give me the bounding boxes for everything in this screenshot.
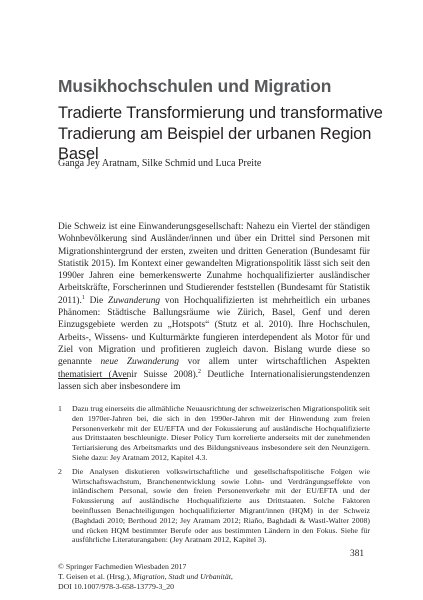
body-paragraph bbox=[58, 221, 370, 393]
footnote-text: Dazu trug einerseits die allmähliche Neuausrichtung der schweizerischen Migrationspolitik seit den 1970er-Jahren bei, die sich in den 1990er-Jahren mit der Hinwendung zum freien Personenverkehr mit der EU/EFTA und der Fokussierung auf ausländische Hochqualifizierte aus Drittstaaten beschleunigte. Dieser Policy Turn korrelierte anderseits mit der zunehmenden Tertiarisierung des Arbeitsmarkts und des Bildungsniveaus insbesondere seit den Neunzigern. Siehe dazu: Jey Aratnam 2012, Kapitel 4.3. bbox=[72, 404, 370, 462]
body-text-run: Die bbox=[84, 295, 108, 306]
authors: Ganga Jey Aratnam, Silke Schmid und Luca Preite bbox=[58, 158, 262, 169]
citation-line bbox=[58, 572, 233, 582]
chapter-title: Tradierte Transformierung und transformative Tradierung am Beispiel der urbanen Region Basel bbox=[58, 104, 383, 163]
body-text-run: vor allem unter wirtschaftlichen Aspekten thematisiert (Avenir Suisse 2008). bbox=[58, 357, 370, 380]
footnote-number: 1 bbox=[58, 404, 62, 413]
body-text-run: Deutliche Internationalisierungstendenzen lassen sich aber insbesondere im bbox=[58, 369, 370, 392]
body-text-run: von Hochqualifizierten ist mehrheitlich ein urbanes Phänomen: Städtische Ballungsräume wie Zürich, Basel, Genf und deren Einzugsgebiete werden zu „Hotspots“ (Stutz et al. 2010). Ihre Hochschulen, Arbeits-, Wissens- und Kulturmärkte fungieren interdependent als Motor für und Ziel von Migration und profitieren zugleich davon. Bislang wurde diese so genannte bbox=[58, 295, 371, 368]
footnote bbox=[58, 404, 370, 463]
footnote-separator bbox=[58, 378, 128, 379]
footnote-number: 2 bbox=[58, 466, 62, 476]
colophon bbox=[58, 562, 233, 592]
footnotes bbox=[58, 404, 370, 549]
body-text bbox=[58, 221, 370, 393]
footnote-ref-2[interactable]: 2 bbox=[198, 368, 202, 375]
doi-line[interactable]: DOI 10.1007/978-3-658-13779-3_20 bbox=[58, 582, 175, 591]
footnote bbox=[58, 467, 370, 545]
body-emphasis: neue Zuwanderung bbox=[100, 357, 179, 368]
body-text-run: Die Schweiz ist eine Einwanderungsgesellschaft: Nahezu ein Viertel der ständigen Wohnbevölkerung sind Ausländer/innen und über ein Drittel sind Personen mit Migrationshintergrund der ersten, zweiten und dritten Generation (Bundesamt für Statistik 2015). Im Kontext einer gewandelten Migrationspolitik lässt sich seit den 1990er Jahren eine bemerkenswerte Zunahme hochqualifizierter ausländischer Arbeitskräfte, Forscherinnen und Studierender feststellen (Bundesamt für Statistik 2011). bbox=[58, 222, 370, 306]
body-emphasis: Zuwanderung bbox=[108, 295, 161, 306]
citation-book-title: Migration, Stadt und Urbanität bbox=[132, 572, 231, 581]
citation-punct: , bbox=[230, 572, 233, 581]
footnote-ref-1[interactable]: 1 bbox=[81, 294, 85, 301]
page-number: 381 bbox=[350, 549, 365, 559]
footnote-text: Die Analysen diskutieren volkswirtschaftliche und gesellschaftspolitische Folgen wie Wirtschaftswachstum, Branchenentwicklung sowie Lohn- und Verdrängungseffekte von inländischem Personal, sowie den freien Personenverkehr mit der EU/EFTA und der Fokussierung auf ausländische Hochqualifizierte aus Drittstaaten. Solche Faktoren beeinflussen Benachteiligungen hochqualifizierter Migrant/innen (HQM) in der Schweiz (Baghdadi 2010; Berthoud 2012; Jey Aratnam 2012; Riaño, Baghdadi & Wastl-Walter 2008) und rücken HQM bestimmter Berufe oder aus bestimmten Ländern in den Fokus. Siehe für ausführliche Literaturangaben: (Jey Aratnam 2012, Kapitel 3). bbox=[72, 466, 370, 545]
copyright-line: © Springer Fachmedien Wiesbaden 2017 bbox=[58, 562, 187, 571]
citation-editors: T. Geisen et al. (Hrsg.), bbox=[58, 572, 133, 581]
chapter-kicker: Musikhochschulen und Migration bbox=[58, 76, 332, 96]
